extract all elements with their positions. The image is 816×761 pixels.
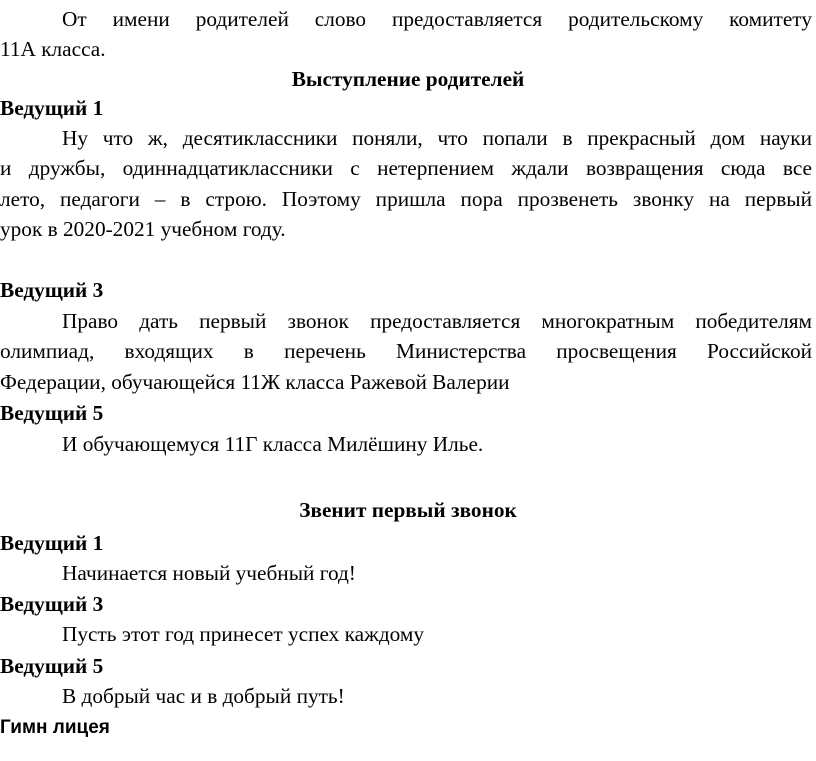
speaker-label-host-1: Ведущий 1	[0, 96, 104, 120]
paragraph-host-1-line-2: и дружбы, одиннадцатиклассники с нетерпением ждали возвращения сюда все	[0, 156, 812, 180]
speaker-label-host-3-second: Ведущий 3	[0, 592, 104, 616]
heading-school-anthem: Гимн лицея	[0, 717, 110, 738]
paragraph-host-3-line-2: олимпиад, входящих в перечень Министерства просвещения Российской	[0, 339, 812, 363]
paragraph-host-3-line-3: Федерации, обучающейся 11Ж класса Ражевой Валерии	[0, 370, 510, 394]
paragraph-parents-intro-line-1: От имени родителей слово предоставляется родительскому комитету	[62, 7, 812, 31]
paragraph-host-1-line-1: Ну что ж, десятиклассники поняли, что попали в прекрасный дом науки	[62, 126, 812, 150]
speaker-label-host-3: Ведущий 3	[0, 278, 104, 302]
paragraph-host-1-line-3: лето, педагоги – в строю. Поэтому пришла пора прозвенеть звонку на первый	[0, 187, 812, 211]
paragraph-parents-intro-line-2: 11А класса.	[0, 37, 106, 61]
line-success-wish: Пусть этот год принесет успех каждому	[62, 622, 425, 646]
heading-first-bell: Звенит первый звонок	[299, 498, 517, 522]
paragraph-host-5: И обучающемуся 11Г класса Милёшину Илье.	[62, 432, 484, 456]
paragraph-host-3-line-1: Право дать первый звонок предоставляется многократным победителям	[62, 309, 812, 333]
line-good-luck: В добрый час и в добрый путь!	[62, 684, 345, 708]
heading-parents-speech: Выступление родителей	[291, 67, 525, 91]
speaker-label-host-1-second: Ведущий 1	[0, 531, 104, 555]
paragraph-host-1-line-4: урок в 2020-2021 учебном году.	[0, 217, 286, 241]
speaker-label-host-5-second: Ведущий 5	[0, 654, 104, 678]
speaker-label-host-5: Ведущий 5	[0, 401, 104, 425]
line-new-school-year: Начинается новый учебный год!	[62, 561, 356, 585]
